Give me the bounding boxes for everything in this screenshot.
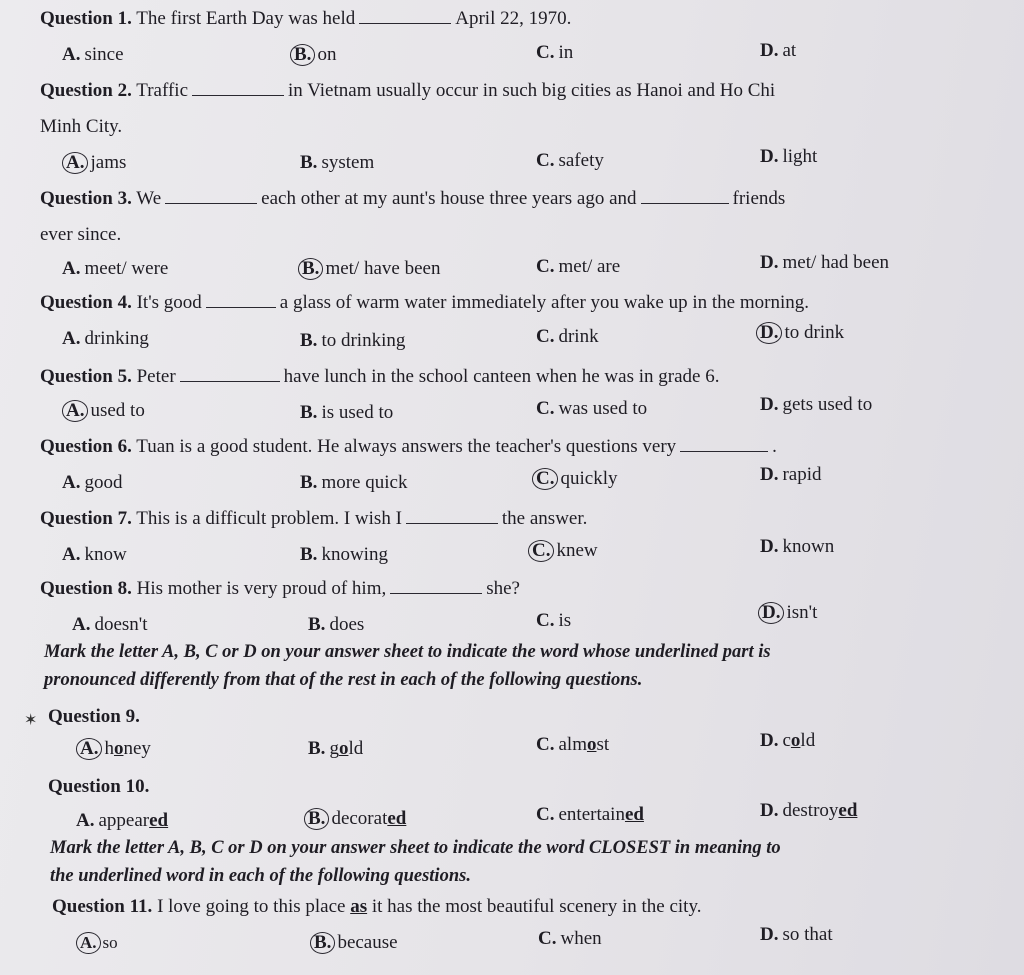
option-text: ld (800, 730, 816, 751)
option-5d[interactable] (760, 394, 872, 416)
answer-blank (206, 306, 276, 308)
option-6d[interactable] (760, 464, 822, 486)
question-text: I love going to this place (157, 896, 346, 917)
question-text: have lunch in the school canteen when he was in grade 6. (283, 366, 720, 387)
option-7c[interactable] (528, 540, 598, 562)
option-2b[interactable] (300, 152, 374, 174)
option-text: destroy (782, 800, 839, 821)
option-8d[interactable] (758, 602, 817, 624)
question-text: . (772, 436, 777, 457)
option-letter: D. (758, 602, 784, 624)
option-8c[interactable] (536, 610, 571, 632)
question-label: Question 7. (40, 508, 132, 529)
option-4b[interactable] (300, 330, 405, 352)
option-text: because (337, 932, 398, 953)
question-2 (40, 80, 775, 102)
option-text: isn't (786, 602, 818, 623)
star-mark-icon: ✶ (24, 712, 38, 729)
option-11b[interactable] (310, 932, 398, 954)
option-3b[interactable] (298, 258, 440, 280)
option-text: safety (558, 150, 604, 171)
answer-blank (406, 522, 498, 524)
option-letter: C. (528, 540, 554, 562)
option-text: know (84, 544, 127, 565)
instruction-pronunciation-line1: Mark the letter A, B, C or D on your answer sheet to indicate the word whose underlined part is (44, 642, 771, 662)
option-2a[interactable] (62, 152, 126, 174)
option-2c[interactable] (536, 150, 604, 172)
option-text: used to (90, 400, 145, 421)
option-1b[interactable] (290, 44, 336, 66)
question-text: Traffic (136, 80, 189, 101)
option-text: is (558, 610, 572, 631)
option-letter: B. (304, 808, 329, 830)
option-letter: A. (76, 738, 102, 760)
option-letter: B. (300, 472, 318, 493)
option-text: was used to (558, 398, 648, 419)
question-11 (52, 896, 701, 918)
option-underlined: o (586, 734, 597, 755)
option-letter: A. (72, 614, 91, 635)
question-label: Question 2. (40, 80, 132, 101)
option-letter: C. (536, 256, 555, 277)
option-text: so that (782, 924, 833, 945)
option-3d[interactable] (760, 252, 889, 274)
option-2d[interactable] (760, 146, 817, 168)
option-text: met/ are (558, 256, 621, 277)
option-text: to drink (784, 322, 845, 343)
question-10-label: Question 10. (48, 776, 150, 797)
option-3a[interactable] (62, 258, 168, 280)
option-text: met/ had been (782, 252, 890, 273)
option-letter: C. (536, 398, 555, 419)
option-9d[interactable] (760, 730, 815, 752)
answer-blank (192, 94, 284, 96)
option-letter: C. (536, 804, 555, 825)
option-7a[interactable] (62, 544, 127, 566)
option-text: alm (558, 734, 587, 755)
option-letter: B. (300, 330, 318, 351)
option-text: drink (558, 326, 599, 347)
option-letter: A. (62, 472, 81, 493)
instruction-meaning-line2: the underlined word in each of the following questions. (50, 866, 471, 886)
answer-blank (180, 380, 280, 382)
option-text: st (596, 734, 610, 755)
option-text: in (558, 42, 574, 63)
option-text: rapid (782, 464, 822, 485)
option-letter: A. (76, 932, 101, 954)
option-8b[interactable] (308, 614, 364, 636)
question-text: Peter (136, 366, 176, 387)
question-4 (40, 292, 809, 314)
option-letter: C. (536, 326, 555, 347)
option-letter: D. (756, 322, 782, 344)
option-letter: A. (62, 152, 88, 174)
option-letter: B. (308, 738, 326, 759)
option-letter: D. (760, 146, 779, 167)
option-letter: D. (760, 464, 779, 485)
question-2-line2: Minh City. (40, 116, 123, 137)
option-underlined: o (790, 730, 801, 751)
option-text: drinking (84, 328, 149, 349)
question-3-line2: ever since. (40, 224, 122, 245)
question-text: each other at my aunt's house three years ago and (261, 188, 637, 209)
option-8a[interactable] (72, 614, 148, 636)
option-4a[interactable] (62, 328, 149, 350)
option-4d[interactable] (756, 322, 844, 344)
option-9b[interactable] (308, 738, 363, 760)
option-text: known (782, 536, 835, 557)
option-underlined: ed (387, 808, 407, 829)
option-text: good (84, 472, 123, 493)
option-text: at (782, 40, 797, 61)
option-letter: B. (308, 614, 326, 635)
option-10a[interactable] (76, 810, 168, 832)
option-text: entertain (558, 804, 625, 825)
option-letter: B. (310, 932, 335, 954)
option-text: c (782, 730, 791, 751)
option-5c[interactable] (536, 398, 647, 420)
question-text: the answer. (501, 508, 588, 529)
answer-blank (390, 592, 482, 594)
question-underlined-word: as (350, 896, 368, 917)
option-letter: D. (760, 394, 779, 415)
question-text: friends (732, 188, 786, 209)
option-underlined: ed (149, 810, 169, 831)
option-letter: A. (62, 258, 81, 279)
option-letter: D. (760, 40, 779, 61)
option-1d[interactable] (760, 40, 796, 62)
question-text: it has the most beautiful scenery in the city. (371, 896, 702, 917)
option-letter: A. (76, 810, 95, 831)
option-letter: B. (290, 44, 315, 66)
option-text: appear (98, 810, 150, 831)
option-7b[interactable] (300, 544, 388, 566)
question-label: Question 4. (40, 292, 132, 313)
option-letter: A. (62, 544, 81, 565)
option-11a[interactable] (76, 932, 118, 954)
option-letter: D. (760, 924, 779, 945)
option-11c[interactable] (538, 928, 602, 950)
option-text: knowing (321, 544, 388, 565)
question-7 (40, 508, 587, 530)
option-letter: B. (300, 544, 318, 565)
option-text: more quick (321, 472, 408, 493)
question-label: Question 3. (40, 188, 132, 209)
option-text: on (317, 44, 337, 65)
option-1a[interactable] (62, 44, 124, 66)
option-text: so (102, 933, 118, 952)
option-7d[interactable] (760, 536, 834, 558)
option-10d[interactable] (760, 800, 857, 822)
question-label: Question 6. (40, 436, 132, 457)
option-10c[interactable] (536, 804, 644, 826)
option-9a[interactable] (76, 738, 151, 760)
option-underlined: ed (624, 804, 644, 825)
option-text: quickly (560, 468, 618, 489)
question-label: Question 5. (40, 366, 132, 387)
option-3c[interactable] (536, 256, 620, 278)
answer-blank (641, 202, 729, 204)
question-label: Question 8. (40, 578, 132, 599)
option-text: jams (90, 152, 127, 173)
option-text: ld (348, 738, 364, 759)
option-underlined: o (113, 738, 124, 759)
question-5 (40, 366, 719, 388)
option-letter: D. (760, 730, 779, 751)
answer-blank (359, 22, 451, 24)
option-text: knew (556, 540, 598, 561)
option-text: doesn't (94, 614, 148, 635)
option-underlined: ed (838, 800, 858, 821)
question-6 (40, 436, 777, 458)
option-text: does (329, 614, 365, 635)
question-text: April 22, 1970. (455, 8, 572, 29)
option-letter: A. (62, 44, 81, 65)
option-letter: D. (760, 252, 779, 273)
option-text: g (329, 738, 339, 759)
option-text: since (84, 44, 124, 65)
option-letter: A. (62, 328, 81, 349)
question-1 (40, 8, 571, 30)
question-3 (40, 188, 785, 210)
option-text: is used to (321, 402, 394, 423)
question-text: His mother is very proud of him, (136, 578, 387, 599)
question-text: in Vietnam usually occur in such big cities as Hanoi and Ho Chi (288, 80, 776, 101)
question-label: Question 1. (40, 8, 132, 29)
option-4c[interactable] (536, 326, 599, 348)
question-text: It's good (136, 292, 202, 313)
question-label: Question 11. (52, 896, 153, 917)
option-text: decorat (331, 808, 388, 829)
question-8 (40, 578, 520, 600)
option-text: met/ have been (325, 258, 441, 279)
question-text: The first Earth Day was held (136, 8, 356, 29)
option-5a[interactable] (62, 400, 145, 422)
option-text: meet/ were (84, 258, 169, 279)
option-letter: B. (300, 402, 318, 423)
option-text: ney (123, 738, 151, 759)
option-letter: C. (538, 928, 557, 949)
option-letter: D. (760, 800, 779, 821)
option-letter: C. (536, 42, 555, 63)
option-6a[interactable] (62, 472, 122, 494)
option-6b[interactable] (300, 472, 407, 494)
option-letter: B. (300, 152, 318, 173)
answer-blank (680, 450, 768, 452)
question-text: Tuan is a good student. He always answers the teacher's questions very (136, 436, 677, 457)
option-underlined: o (338, 738, 349, 759)
instruction-pronunciation-line2: pronounced differently from that of the rest in each of the following questions. (44, 670, 643, 690)
option-letter: D. (760, 536, 779, 557)
option-10b[interactable] (304, 808, 406, 830)
option-1c[interactable] (536, 42, 573, 64)
option-text: when (560, 928, 602, 949)
option-text: gets used to (782, 394, 873, 415)
option-text: to drinking (321, 330, 406, 351)
question-text: a glass of warm water immediately after you wake up in the morning. (279, 292, 809, 313)
option-letter: C. (536, 150, 555, 171)
question-text: This is a difficult problem. I wish I (136, 508, 402, 529)
question-9-label: Question 9. (48, 706, 140, 727)
option-letter: C. (532, 468, 558, 490)
option-text: h (104, 738, 114, 759)
option-letter: A. (62, 400, 88, 422)
option-5b[interactable] (300, 402, 393, 424)
option-letter: C. (536, 734, 555, 755)
answer-blank (165, 202, 257, 204)
option-text: light (782, 146, 818, 167)
option-9c[interactable] (536, 734, 609, 756)
option-letter: B. (298, 258, 323, 280)
option-6c[interactable] (532, 468, 617, 490)
option-text: system (321, 152, 375, 173)
question-text: she? (486, 578, 520, 599)
instruction-meaning-line1: Mark the letter A, B, C or D on your answer sheet to indicate the word CLOSEST in meaning to (50, 838, 781, 858)
option-11d[interactable] (760, 924, 833, 946)
question-text: We (136, 188, 162, 209)
option-letter: C. (536, 610, 555, 631)
